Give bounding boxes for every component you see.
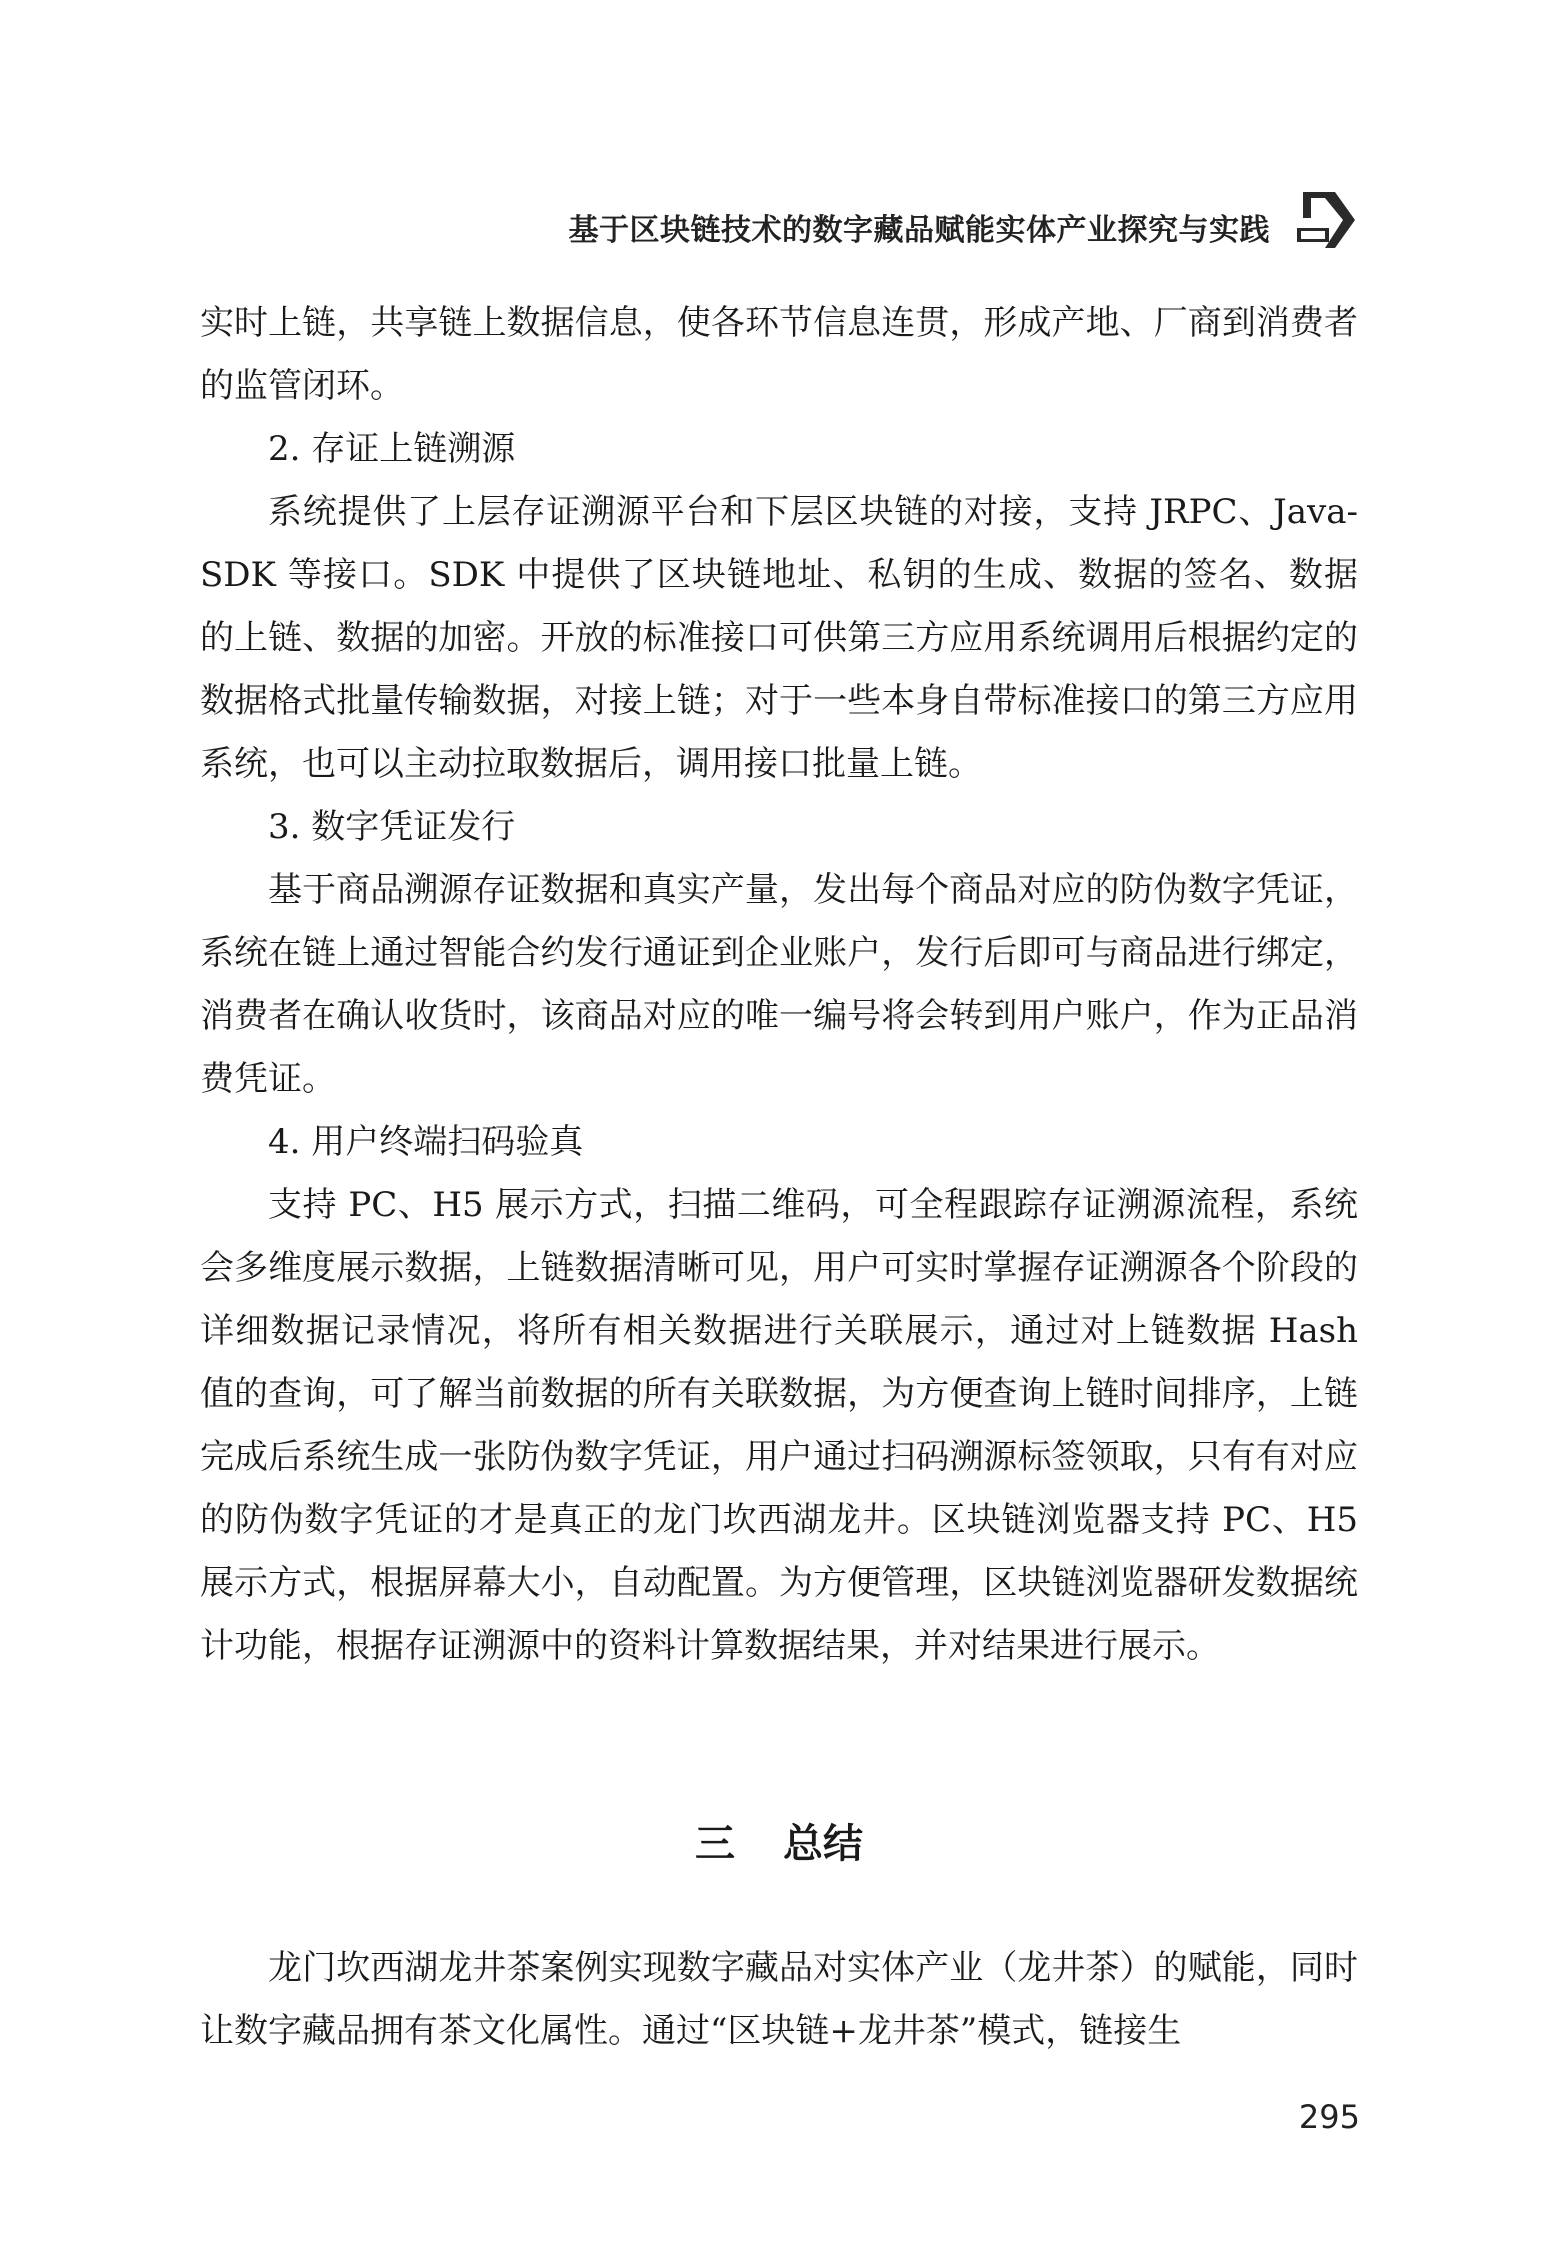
paragraph: 龙门坎西湖龙井茶案例实现数字藏品对实体产业（龙井茶）的赋能，同时让数字藏品拥有茶文化属性。通过“区块链+龙井茶”模式，链接生	[200, 1948, 1358, 2051]
page-number: 295	[1298, 2098, 1360, 2136]
subheading: 2. 存证上链溯源	[268, 429, 516, 469]
paragraph: 实时上链，共享链上数据信息，使各环节信息连贯，形成产地、厂商到消费者的监管闭环。	[200, 303, 1358, 406]
subheading: 3. 数字凭证发行	[268, 807, 516, 847]
conclusion-text	[200, 1937, 1358, 2063]
subheading: 4. 用户终端扫码验真	[268, 1122, 584, 1162]
section-title	[200, 1812, 1358, 1869]
paragraph: 支持 PC、H5 展示方式，扫描二维码，可全程跟踪存证溯源流程，系统会多维度展示数据，上链数据清晰可见，用户可实时掌握存证溯源各个阶段的详细数据记录情况，将所有相关数据进行关联展示，通过对上链数据 Hash 值的查询，可了解当前数据的所有关联数据，为方便查询上链时间排序，上链完成后系统生成一张防伪数字凭证，用户通过扫码溯源标签领取，只有有对应的防伪数字凭证的才是真正的龙门坎西湖龙井。区块链浏览器支持 PC、H5 展示方式，根据屏幕大小，自动配置。为方便管理，区块链浏览器研发数据统计功能，根据存证溯源中的资料计算数据结果，并对结果进行展示。	[200, 1185, 1358, 1666]
body-text	[200, 292, 1358, 1678]
section-heading: 总结	[783, 1821, 863, 1867]
paragraph: 系统提供了上层存证溯源平台和下层区块链的对接，支持 JRPC、Java-SDK 等接口。SDK 中提供了区块链地址、私钥的生成、数据的签名、数据的上链、数据的加密。开放的标准接口可供第三方应用系统调用后根据约定的数据格式批量传输数据，对接上链；对于一些本身自带标准接口的第三方应用系统，也可以主动拉取数据后，调用接口批量上链。	[200, 492, 1358, 784]
paragraph: 基于商品溯源存证数据和真实产量，发出每个商品对应的防伪数字凭证，系统在链上通过智能合约发行通证到企业账户，发行后即可与商品进行绑定，消费者在确认收货时，该商品对应的唯一编号将会转到用户账户，作为正品消费凭证。	[200, 870, 1358, 1099]
running-header: 基于区块链技术的数字藏品赋能实体产业探究与实践	[568, 213, 1270, 248]
chapter-mark-icon	[1295, 190, 1361, 250]
section-number: 三	[695, 1821, 735, 1867]
